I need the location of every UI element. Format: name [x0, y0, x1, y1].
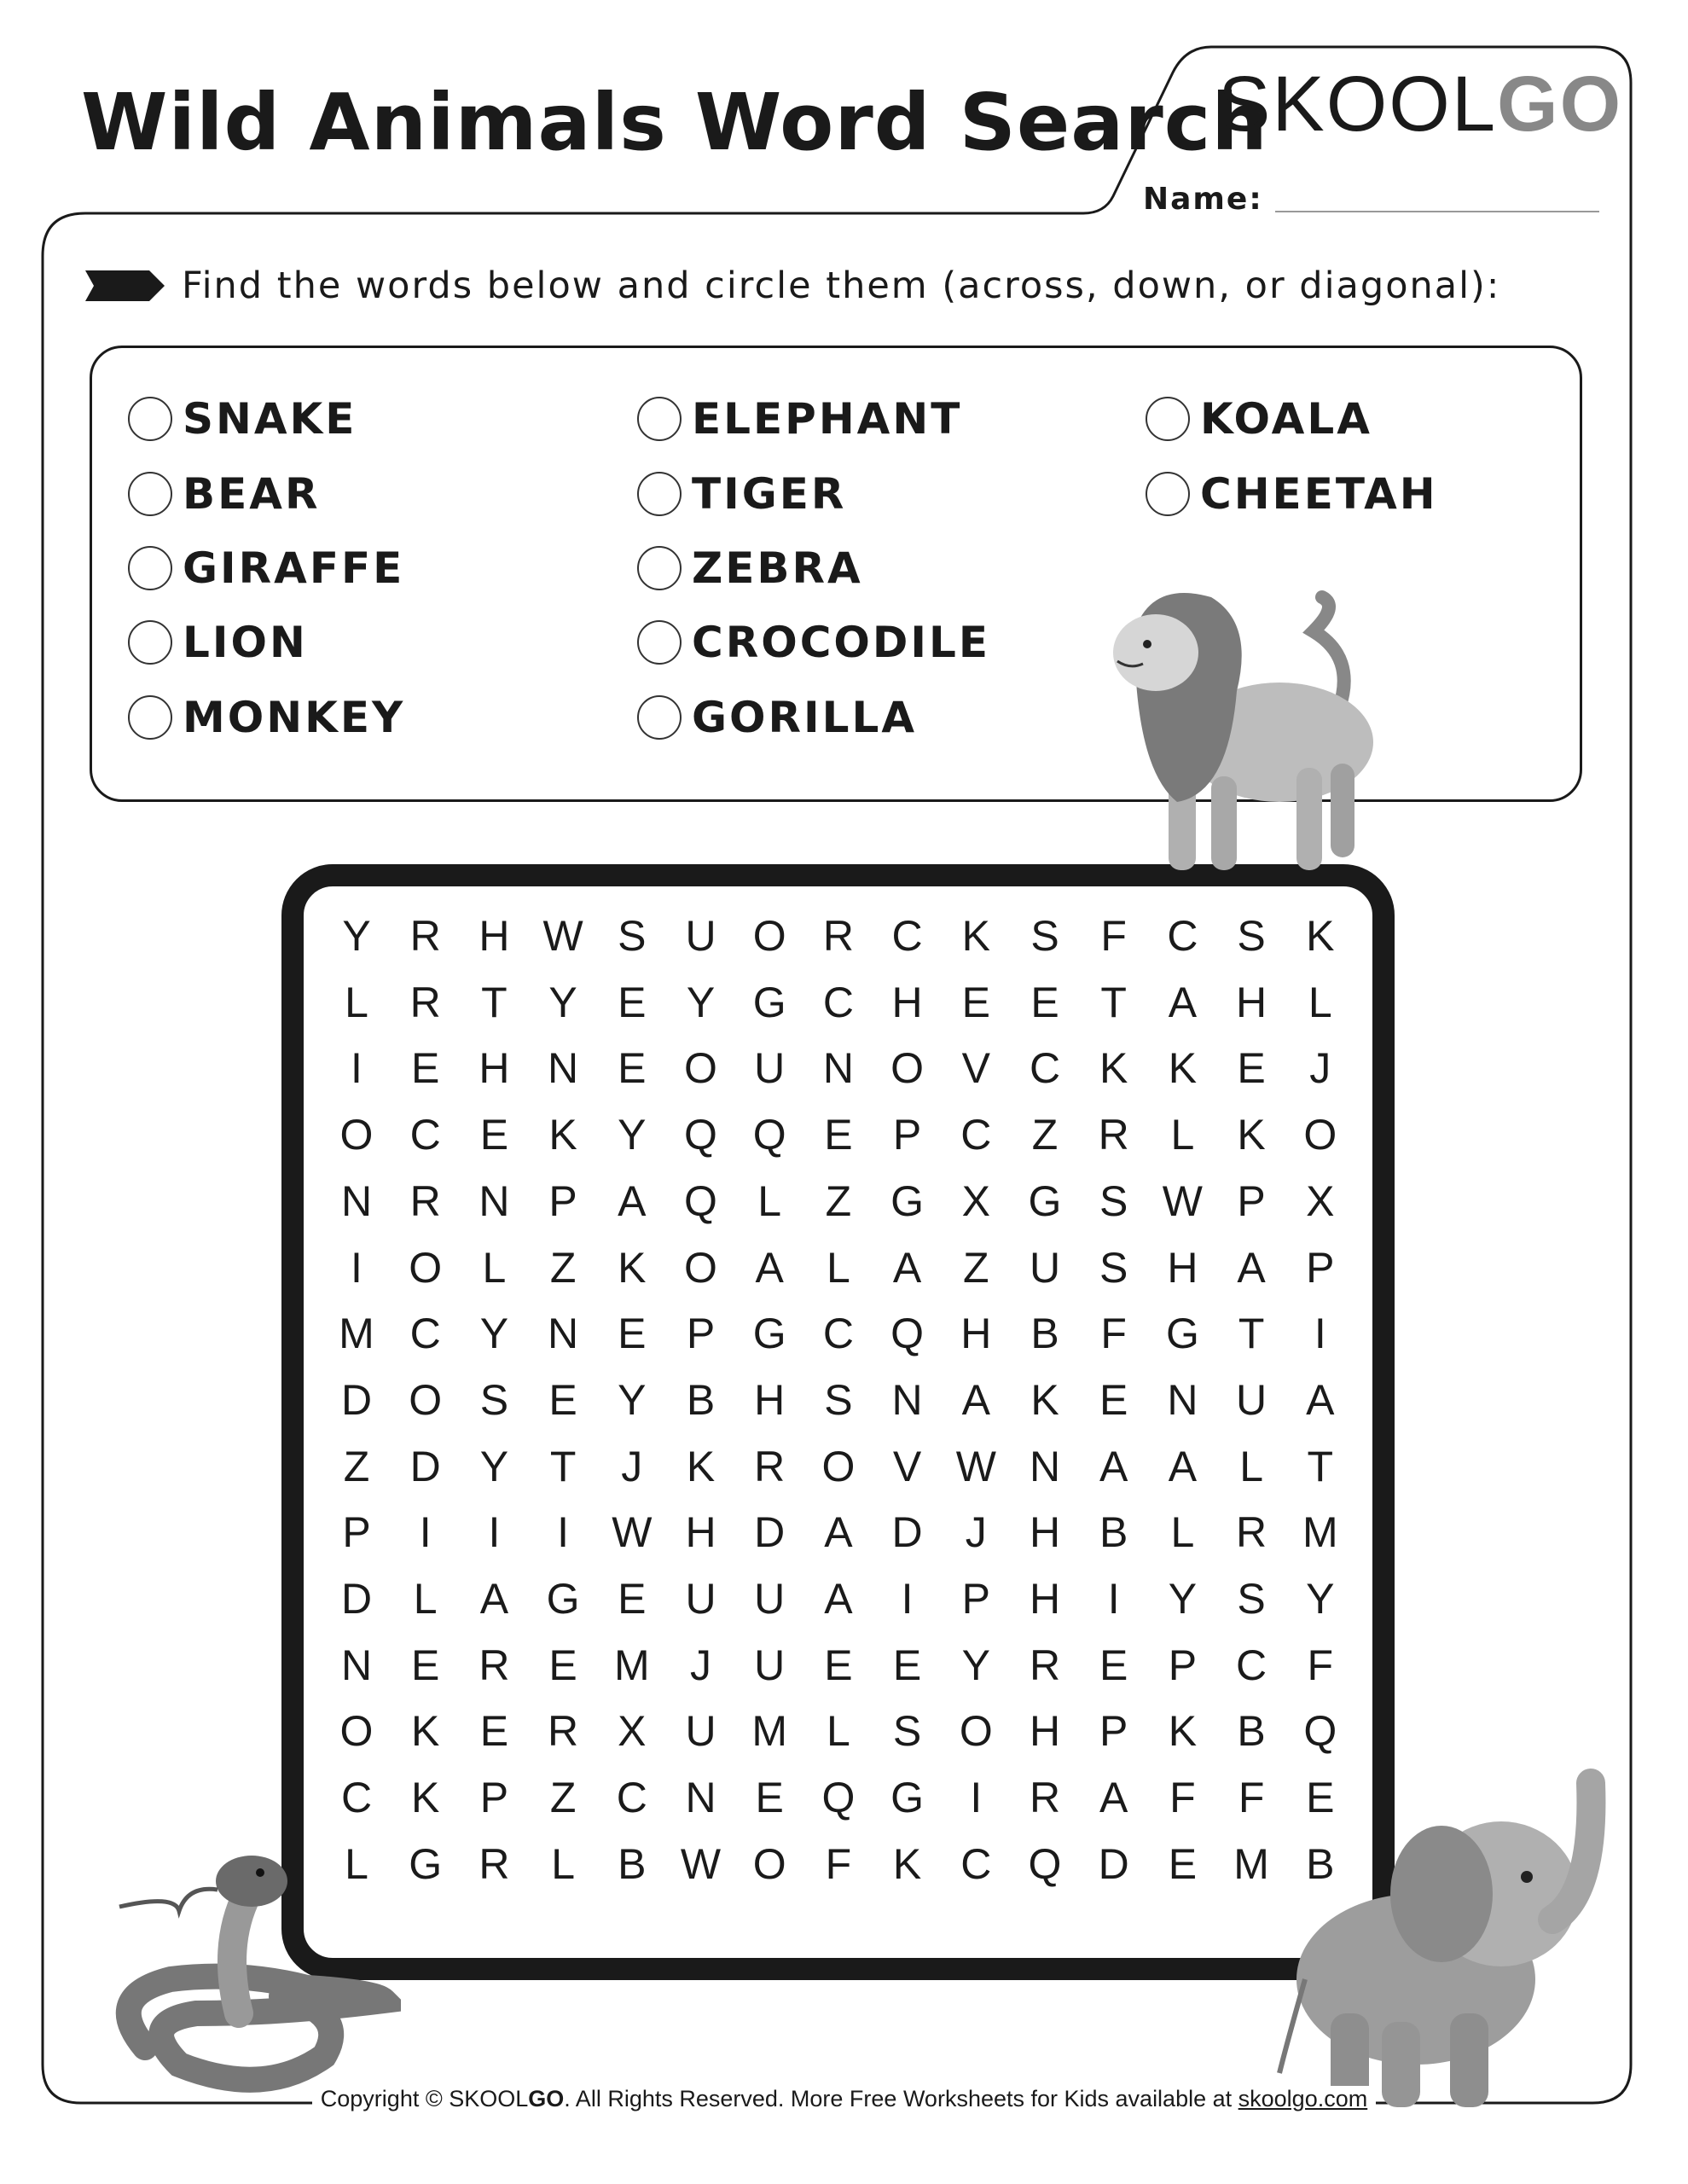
grid-letter[interactable]: Z	[963, 1243, 989, 1292]
grid-letter[interactable]: C	[1236, 1641, 1267, 1689]
grid-letter[interactable]: W	[1162, 1176, 1203, 1225]
checkbox-circle[interactable]	[128, 546, 172, 590]
lion-illustration	[1083, 580, 1407, 887]
grid-letter[interactable]: B	[1099, 1508, 1128, 1557]
grid-letter[interactable]: C	[822, 1310, 854, 1358]
grid-letter[interactable]: A	[824, 1575, 853, 1623]
word-label: TIGER	[692, 469, 847, 519]
grid-letter[interactable]: E	[1168, 1839, 1198, 1888]
grid-letter[interactable]: A	[1237, 1243, 1266, 1292]
grid-letter[interactable]: D	[340, 1575, 373, 1623]
grid-letter[interactable]: O	[752, 1839, 786, 1888]
elephant-illustration	[1271, 1766, 1629, 2116]
word-label: ELEPHANT	[692, 394, 963, 444]
grid-letter[interactable]: C	[891, 912, 923, 960]
word-item	[637, 543, 863, 593]
grid-letter[interactable]: E	[1099, 1641, 1128, 1689]
grid-letter[interactable]: A	[479, 1575, 509, 1623]
checkbox-circle[interactable]	[128, 620, 172, 665]
grid-letter[interactable]: H	[1236, 978, 1267, 1026]
grid-letter[interactable]: E	[1306, 1774, 1335, 1822]
grid-letter[interactable]: Y	[686, 978, 716, 1026]
grid-letter[interactable]: O	[684, 1044, 717, 1093]
grid-letter[interactable]: K	[548, 1111, 577, 1159]
grid-letter[interactable]: Q	[684, 1111, 717, 1159]
grid-letter[interactable]: Q	[752, 1111, 786, 1159]
grid-letter[interactable]: W	[955, 1442, 996, 1490]
grid-letter[interactable]: P	[1306, 1243, 1335, 1292]
grid-letter[interactable]: K	[411, 1707, 440, 1756]
grid-letter[interactable]: L	[345, 1839, 368, 1888]
grid-letter[interactable]: W	[612, 1508, 653, 1557]
grid-letter[interactable]: H	[1029, 1707, 1061, 1756]
grid-letter[interactable]: S	[1237, 1575, 1266, 1623]
word-label: CROCODILE	[692, 618, 991, 667]
grid-letter[interactable]: R	[754, 1442, 786, 1490]
grid-letter[interactable]: F	[1100, 1310, 1127, 1358]
word-item	[637, 394, 962, 444]
word-label: GORILLA	[692, 693, 918, 742]
grid-letter[interactable]: J	[965, 1508, 987, 1557]
grid-letter[interactable]: F	[825, 1839, 852, 1888]
grid-letter[interactable]: Y	[618, 1375, 647, 1424]
grid-letter[interactable]: B	[686, 1375, 716, 1424]
grid-letter[interactable]: O	[752, 912, 786, 960]
copyright-brand: GO	[528, 2086, 565, 2111]
grid-letter[interactable]: P	[479, 1774, 509, 1822]
grid-letter[interactable]: S	[824, 1375, 853, 1424]
word-label: BEAR	[183, 469, 321, 519]
grid-letter[interactable]: E	[824, 1111, 853, 1159]
grid-letter[interactable]: L	[482, 1243, 507, 1292]
grid-letter[interactable]: O	[890, 1044, 925, 1093]
checkbox-circle[interactable]	[128, 472, 172, 516]
grid-letter[interactable]: K	[1030, 1375, 1059, 1424]
copyright-text: Copyright © SKOOL	[320, 2086, 529, 2111]
grid-letter[interactable]: A	[1306, 1375, 1335, 1424]
grid-letter[interactable]: L	[1308, 978, 1332, 1026]
copyright-middle: . All Rights Reserved. More Free Worksheets for Kids available at	[564, 2086, 1238, 2111]
skoolgo-logo	[1218, 60, 1622, 149]
grid-letter[interactable]: U	[754, 1575, 786, 1623]
grid-letter[interactable]: L	[757, 1176, 782, 1225]
grid-letter[interactable]: N	[822, 1044, 854, 1093]
grid-letter[interactable]: L	[826, 1243, 850, 1292]
grid-letter[interactable]: E	[479, 1111, 509, 1159]
grid-letter[interactable]: K	[1168, 1707, 1198, 1756]
grid-letter[interactable]: I	[970, 1774, 983, 1822]
word-label: GIRAFFE	[183, 543, 405, 593]
grid-letter[interactable]: J	[1309, 1044, 1331, 1093]
grid-letter[interactable]: F	[1100, 912, 1127, 960]
grid-letter[interactable]: A	[1099, 1774, 1128, 1822]
grid-letter[interactable]: N	[548, 1044, 579, 1093]
grid-letter[interactable]: K	[1168, 1044, 1198, 1093]
grid-letter[interactable]: P	[342, 1508, 371, 1557]
copyright-footer	[0, 2086, 1688, 2112]
grid-letter[interactable]: E	[755, 1774, 784, 1822]
grid-letter[interactable]: N	[891, 1375, 923, 1424]
grid-letter[interactable]: Y	[479, 1442, 509, 1490]
grid-letter[interactable]: F	[1307, 1641, 1334, 1689]
word-label: CHEETAH	[1200, 469, 1438, 519]
word-item	[637, 693, 917, 742]
grid-letter[interactable]: K	[411, 1774, 440, 1822]
grid-letter[interactable]: P	[1099, 1707, 1128, 1756]
grid-letter[interactable]: H	[754, 1375, 786, 1424]
grid-letter[interactable]: Y	[479, 1310, 509, 1358]
checkbox-circle[interactable]	[1146, 397, 1190, 441]
logo-accent: GO	[1497, 61, 1623, 148]
checkbox-circle[interactable]	[128, 397, 172, 441]
grid-letter[interactable]: U	[685, 912, 716, 960]
word-label: ZEBRA	[692, 543, 863, 593]
grid-letter[interactable]: L	[413, 1575, 438, 1623]
grid-letter[interactable]: Y	[618, 1111, 647, 1159]
snake-illustration	[94, 1843, 401, 2099]
grid-letter[interactable]: L	[1170, 1111, 1195, 1159]
grid-letter[interactable]: O	[821, 1442, 856, 1490]
grid-letter[interactable]: I	[351, 1044, 363, 1093]
grid-letter[interactable]: Z	[825, 1176, 852, 1225]
grid-letter[interactable]: O	[339, 1707, 374, 1756]
grid-letter[interactable]: A	[1168, 1442, 1198, 1490]
grid-letter[interactable]: A	[1099, 1442, 1128, 1490]
grid-letter[interactable]: R	[548, 1707, 579, 1756]
grid-letter[interactable]: U	[1029, 1243, 1061, 1292]
grid-letter[interactable]: U	[754, 1641, 786, 1689]
grid-letter[interactable]: I	[419, 1508, 432, 1557]
grid-letter[interactable]: S	[1099, 1243, 1128, 1292]
name-label: Name:	[1143, 182, 1263, 217]
grid-letter[interactable]: E	[1099, 1375, 1128, 1424]
grid-letter[interactable]: O	[339, 1111, 374, 1159]
grid-letter[interactable]: T	[1307, 1442, 1334, 1490]
grid-letter[interactable]: V	[961, 1044, 990, 1093]
word-item	[1146, 394, 1372, 444]
logo-text: SKOOL	[1218, 61, 1498, 148]
grid-letter[interactable]: B	[1030, 1310, 1059, 1358]
grid-letter[interactable]: C	[822, 978, 854, 1026]
grid-letter[interactable]: X	[961, 1176, 990, 1225]
grid-letter[interactable]: E	[411, 1641, 440, 1689]
grid-letter[interactable]: C	[409, 1310, 441, 1358]
grid-letter[interactable]: K	[1099, 1044, 1128, 1093]
grid-letter[interactable]: N	[548, 1310, 579, 1358]
grid-letter[interactable]: Q	[890, 1310, 925, 1358]
grid-letter[interactable]: N	[340, 1641, 373, 1689]
grid-letter[interactable]: U	[1236, 1375, 1267, 1424]
grid-letter[interactable]: Q	[1303, 1707, 1337, 1756]
grid-letter[interactable]: D	[754, 1508, 786, 1557]
grid-letter[interactable]: F	[1238, 1774, 1265, 1822]
grid-letter[interactable]: L	[1170, 1508, 1195, 1557]
grid-letter[interactable]: Y	[1306, 1575, 1335, 1623]
grid-letter[interactable]: J	[621, 1442, 643, 1490]
grid-letter[interactable]: C	[1029, 1044, 1061, 1093]
checkbox-circle[interactable]	[128, 695, 172, 740]
grid-letter[interactable]: P	[961, 1575, 990, 1623]
grid-letter[interactable]: R	[1236, 1508, 1267, 1557]
word-label: SNAKE	[183, 394, 357, 444]
grid-letter[interactable]: E	[548, 1641, 577, 1689]
word-item	[128, 693, 405, 742]
grid-letter[interactable]: A	[1168, 978, 1198, 1026]
word-item	[637, 469, 846, 519]
word-label: LION	[183, 618, 308, 667]
name-input-line[interactable]	[1275, 211, 1599, 212]
grid-letter[interactable]: M	[613, 1641, 650, 1689]
instructions	[85, 264, 1500, 307]
word-item	[128, 543, 404, 593]
grid-letter[interactable]: R	[479, 1641, 510, 1689]
grid-letter[interactable]: P	[548, 1176, 577, 1225]
grid-letter[interactable]: Z	[1031, 1111, 1059, 1159]
grid-letter[interactable]: S	[479, 1375, 509, 1424]
grid-letter[interactable]: I	[1314, 1310, 1326, 1358]
grid-letter[interactable]: P	[686, 1310, 716, 1358]
grid-letter[interactable]: F	[1169, 1774, 1196, 1822]
grid-letter[interactable]: D	[409, 1442, 441, 1490]
grid-letter[interactable]: R	[1029, 1641, 1061, 1689]
grid-letter[interactable]: N	[340, 1176, 373, 1225]
checkbox-circle[interactable]	[1146, 472, 1190, 516]
grid-letter[interactable]: I	[901, 1575, 914, 1623]
grid-letter[interactable]: A	[892, 1243, 922, 1292]
grid-letter[interactable]: I	[488, 1508, 501, 1557]
grid-letter[interactable]: H	[479, 1044, 510, 1093]
grid-letter[interactable]: N	[685, 1774, 716, 1822]
grid-letter[interactable]: G	[752, 978, 786, 1026]
grid-letter[interactable]: H	[960, 1310, 992, 1358]
grid-letter[interactable]: R	[409, 912, 441, 960]
grid-letter[interactable]: E	[411, 1044, 440, 1093]
grid-letter[interactable]: N	[1029, 1442, 1061, 1490]
grid-letter[interactable]: I	[1107, 1575, 1120, 1623]
grid-letter[interactable]: P	[1237, 1176, 1266, 1225]
grid-letter[interactable]: H	[685, 1508, 716, 1557]
grid-letter[interactable]: I	[351, 1243, 363, 1292]
skoolgo-link[interactable]: skoolgo.com	[1238, 2086, 1368, 2111]
grid-letter[interactable]: S	[1237, 912, 1266, 960]
grid-letter[interactable]: O	[1303, 1111, 1337, 1159]
grid-letter[interactable]: P	[1168, 1641, 1198, 1689]
word-item	[637, 618, 990, 667]
grid-letter[interactable]: K	[961, 912, 990, 960]
grid-letter[interactable]: H	[1029, 1508, 1061, 1557]
grid-letter[interactable]: E	[824, 1641, 853, 1689]
grid-letter[interactable]: T	[1238, 1310, 1265, 1358]
grid-letter[interactable]: U	[685, 1707, 716, 1756]
grid-letter[interactable]: B	[1306, 1839, 1335, 1888]
grid-letter[interactable]: N	[479, 1176, 510, 1225]
grid-letter[interactable]: Y	[342, 912, 371, 960]
grid-letter[interactable]: O	[409, 1243, 443, 1292]
grid-letter[interactable]: H	[1029, 1575, 1061, 1623]
grid-letter[interactable]: Z	[549, 1243, 577, 1292]
grid-letter[interactable]: O	[959, 1707, 993, 1756]
grid-letter[interactable]: E	[618, 1575, 647, 1623]
grid-letter[interactable]: G	[1165, 1310, 1199, 1358]
grid-letter[interactable]: J	[690, 1641, 711, 1689]
grid-letter[interactable]: G	[890, 1176, 925, 1225]
word-item	[128, 618, 308, 667]
grid-letter[interactable]: L	[551, 1839, 575, 1888]
grid-letter[interactable]: O	[684, 1243, 717, 1292]
checkbox-circle[interactable]	[637, 695, 682, 740]
arrow-icon	[85, 269, 166, 303]
grid-letter[interactable]: H	[1167, 1243, 1198, 1292]
grid-letter[interactable]: O	[409, 1375, 443, 1424]
grid-letter[interactable]: D	[891, 1508, 923, 1557]
grid-letter[interactable]: S	[1099, 1176, 1128, 1225]
word-label: KOALA	[1200, 394, 1372, 444]
grid-letter[interactable]: R	[822, 912, 854, 960]
grid-letter[interactable]: R	[1098, 1111, 1129, 1159]
grid-letter[interactable]: M	[1302, 1508, 1338, 1557]
grid-letter[interactable]: G	[546, 1575, 580, 1623]
grid-letter[interactable]: E	[479, 1707, 509, 1756]
grid-letter[interactable]: A	[824, 1508, 853, 1557]
word-label: MONKEY	[183, 693, 406, 742]
checkbox-circle[interactable]	[637, 620, 682, 665]
checkbox-circle[interactable]	[637, 546, 682, 590]
grid-letter[interactable]: G	[752, 1310, 786, 1358]
grid-letter[interactable]: R	[409, 978, 441, 1026]
grid-letter[interactable]: U	[754, 1044, 786, 1093]
page-title: Wild Animals Word Search	[81, 77, 1268, 168]
grid-letter[interactable]: Y	[548, 978, 577, 1026]
grid-letter[interactable]: R	[409, 1176, 441, 1225]
grid-letter[interactable]: Z	[343, 1442, 370, 1490]
grid-letter[interactable]: R	[1029, 1774, 1061, 1822]
checkbox-circle[interactable]	[637, 397, 682, 441]
grid-letter[interactable]: S	[1030, 912, 1059, 960]
grid-letter[interactable]: V	[892, 1442, 922, 1490]
grid-letter[interactable]: Y	[961, 1641, 990, 1689]
grid-letter[interactable]: H	[891, 978, 923, 1026]
grid-letter[interactable]: T	[481, 978, 508, 1026]
grid-letter[interactable]: X	[618, 1707, 647, 1756]
grid-letter[interactable]: T	[549, 1442, 577, 1490]
grid-letter[interactable]: C	[409, 1111, 441, 1159]
grid-letter[interactable]: X	[1306, 1176, 1335, 1225]
grid-letter[interactable]: K	[686, 1442, 716, 1490]
grid-letter[interactable]: Q	[684, 1176, 717, 1225]
grid-letter[interactable]: C	[340, 1774, 373, 1822]
grid-letter[interactable]: G	[409, 1839, 443, 1888]
grid-letter[interactable]: L	[345, 978, 368, 1026]
grid-letter[interactable]: S	[892, 1707, 922, 1756]
grid-letter[interactable]: M	[1233, 1839, 1269, 1888]
grid-letter[interactable]: W	[680, 1839, 722, 1888]
checkbox-circle[interactable]	[637, 472, 682, 516]
grid-letter[interactable]: G	[890, 1774, 925, 1822]
grid-letter[interactable]: Q	[821, 1774, 856, 1822]
grid-letter[interactable]: C	[960, 1111, 992, 1159]
grid-letter[interactable]: C	[616, 1774, 647, 1822]
grid-letter[interactable]: B	[1237, 1707, 1266, 1756]
grid-letter[interactable]: E	[1030, 978, 1059, 1026]
grid-letter[interactable]: Y	[1168, 1575, 1198, 1623]
grid-letter[interactable]: T	[1100, 978, 1127, 1026]
grid-letter[interactable]: E	[618, 1044, 647, 1093]
grid-letter[interactable]: M	[339, 1310, 374, 1358]
grid-letter[interactable]: D	[340, 1375, 373, 1424]
grid-letter[interactable]: H	[479, 912, 510, 960]
grid-letter[interactable]: A	[961, 1375, 990, 1424]
grid-letter[interactable]: K	[618, 1243, 647, 1292]
grid-letter[interactable]: W	[542, 912, 583, 960]
grid-letter[interactable]: E	[892, 1641, 922, 1689]
grid-letter[interactable]: K	[1306, 912, 1335, 960]
grid-letter[interactable]: E	[618, 1310, 647, 1358]
grid-letter[interactable]: B	[618, 1839, 647, 1888]
grid-letter[interactable]: M	[751, 1707, 788, 1756]
grid-letter[interactable]: A	[755, 1243, 784, 1292]
grid-letter[interactable]: P	[892, 1111, 922, 1159]
grid-letter[interactable]: L	[826, 1707, 850, 1756]
grid-letter[interactable]: G	[1028, 1176, 1062, 1225]
grid-letter[interactable]: E	[961, 978, 990, 1026]
grid-letter[interactable]: S	[618, 912, 647, 960]
grid-letter[interactable]: A	[618, 1176, 647, 1225]
grid-letter[interactable]: C	[960, 1839, 992, 1888]
grid-letter[interactable]: K	[892, 1839, 922, 1888]
grid-letter[interactable]: L	[1239, 1442, 1263, 1490]
grid-letter[interactable]: E	[618, 978, 647, 1026]
grid-letter[interactable]: K	[1237, 1111, 1266, 1159]
grid-letter[interactable]: R	[479, 1839, 510, 1888]
grid-letter[interactable]: D	[1098, 1839, 1129, 1888]
word-item	[128, 469, 320, 519]
grid-letter[interactable]: Q	[1028, 1839, 1062, 1888]
word-item	[1146, 469, 1438, 519]
grid-letter[interactable]: U	[685, 1575, 716, 1623]
grid-letter[interactable]: C	[1167, 912, 1198, 960]
grid-letter[interactable]: Z	[549, 1774, 577, 1822]
grid-letter[interactable]: E	[1237, 1044, 1266, 1093]
instructions-text: Find the words below and circle them (across, down, or diagonal):	[182, 264, 1501, 307]
grid-letter[interactable]: N	[1167, 1375, 1198, 1424]
grid-letter[interactable]: E	[548, 1375, 577, 1424]
grid-letter[interactable]: I	[557, 1508, 570, 1557]
word-item	[128, 394, 357, 444]
